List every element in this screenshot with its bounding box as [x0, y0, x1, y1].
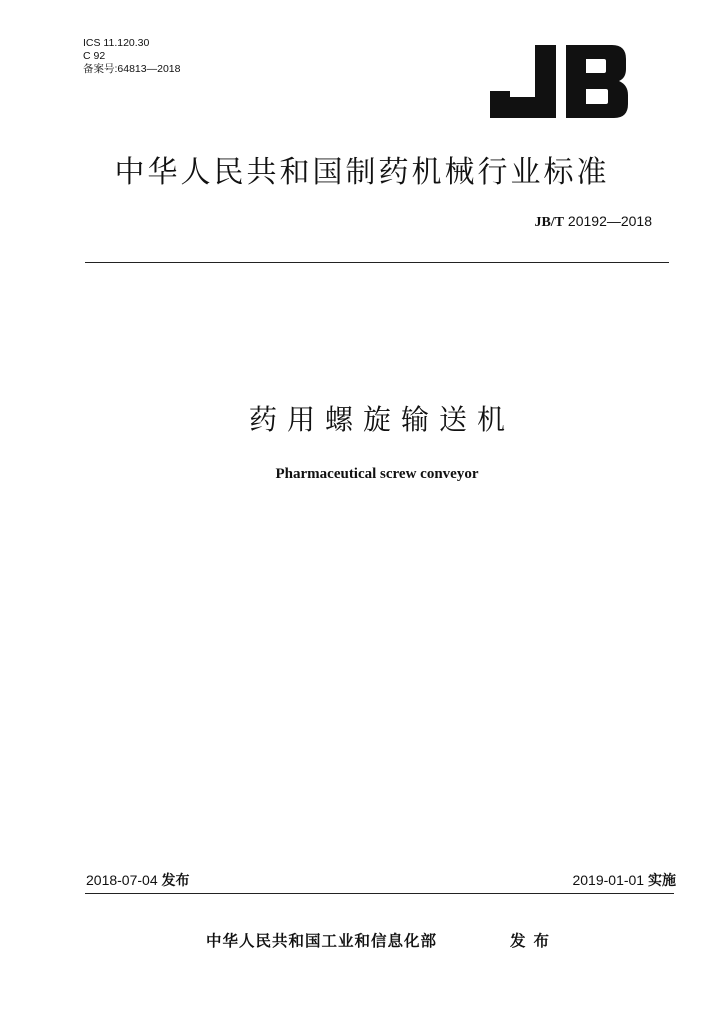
- header-divider: [85, 262, 669, 263]
- document-title-english: Pharmaceutical screw conveyor: [275, 466, 479, 482]
- issue-label: 发布: [161, 873, 190, 889]
- issue-date: 2018-07-04: [86, 872, 158, 888]
- footer-divider: [85, 893, 674, 894]
- publisher-action: 发布: [510, 932, 558, 950]
- ccs-code: C 92: [83, 50, 106, 62]
- standard-code: 20192—2018: [567, 213, 652, 229]
- publisher-name: 中华人民共和国工业和信息化部: [206, 932, 438, 950]
- document-title-chinese: 药用螺旋输送机: [248, 403, 515, 436]
- implementation-date-line: [572, 870, 676, 890]
- filing-number: 备案号:64813—2018: [83, 63, 181, 75]
- classification-block: [83, 37, 180, 76]
- jb-logo: [490, 45, 628, 118]
- implementation-label: 实施: [648, 873, 676, 889]
- standard-prefix: JB/T: [534, 215, 565, 230]
- implementation-date: 2019-01-01: [572, 872, 645, 888]
- ics-code: ICS 11.120.30: [83, 37, 150, 49]
- organization-title: 中华人民共和国制药机械行业标准: [114, 155, 610, 190]
- standard-number: [534, 213, 652, 231]
- issue-date-line: [86, 870, 190, 890]
